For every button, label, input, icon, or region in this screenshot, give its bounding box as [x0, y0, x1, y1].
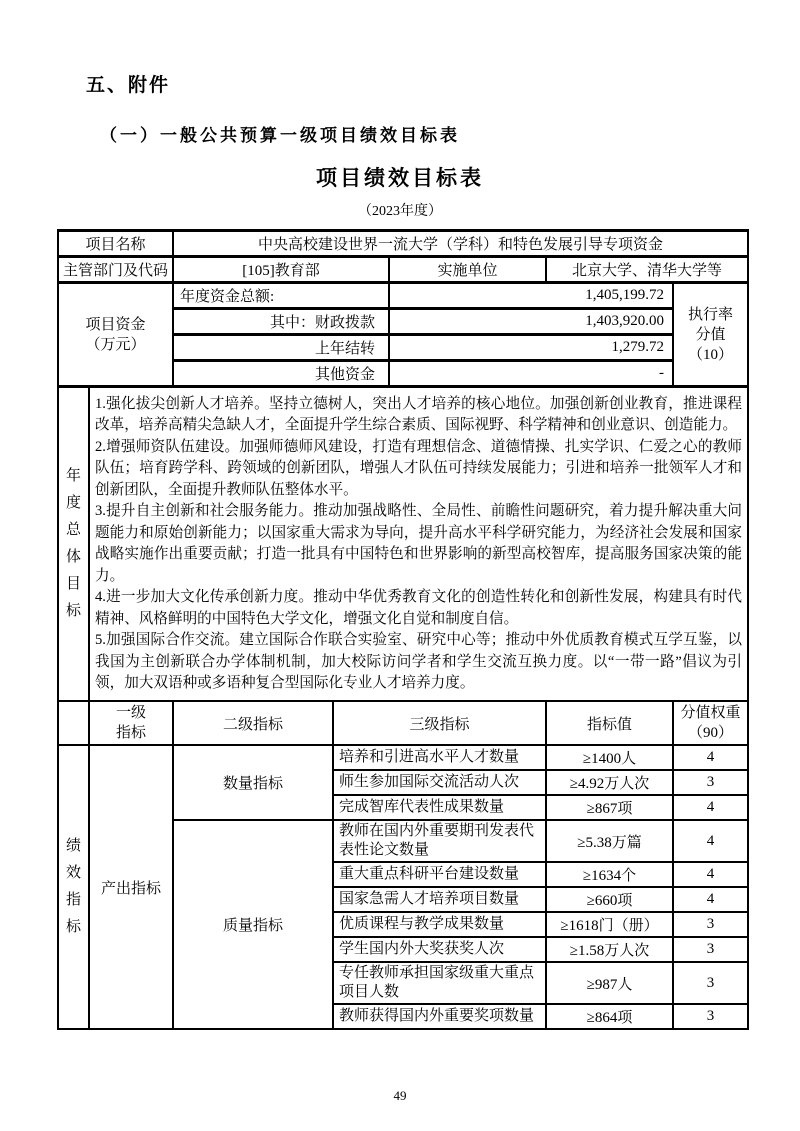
indicator-value: ≥5.38万篇	[546, 820, 673, 862]
indicator-weight: 4	[673, 795, 748, 820]
indicator-weight: 3	[673, 1004, 748, 1029]
funds-row-name: 其他资金	[173, 361, 389, 387]
indicator-value: ≥1634个	[546, 862, 673, 887]
indicator-tertiary: 师生参加国际交流活动人次	[333, 770, 546, 795]
target-paragraph: 3.提升自主创新和社会服务能力。推动加强战略性、全局性、前瞻性问题研究，着力提升解决重大问题能力和原始创新能力；以国家重大需求为导向，提升高水平科学研究能力，为经济社会发展和国家战略实施作出重要贡献；打造一批具有中国特色和世界影响的新型高校智库，提高服务国家决策的能力。	[95, 503, 743, 584]
indicator-header-level3: 三级指标	[333, 701, 546, 745]
indicator-primary: 产出指标	[89, 745, 173, 1029]
indicator-tertiary: 学生国内外大奖获奖人次	[333, 937, 546, 962]
indicator-value: ≥1.58万人次	[546, 937, 673, 962]
funds-label-line1: 项目资金	[85, 316, 146, 333]
target-paragraph: 2.增强师资队伍建设。加强师德师风建设，打造有理想信念、道德情操、扎实学识、仁爱之心的教师队伍；培育跨学科、跨领域的创新团队，增强人才队伍可持续发展能力；引进和培养一批领军人才和创新团队，全面提升教师队伍整体水平。	[95, 438, 743, 498]
funds-row-value: 1,279.72	[389, 335, 673, 361]
indicator-value: ≥4.92万人次	[546, 770, 673, 795]
impl-value: 北京大学、清华大学等	[546, 257, 748, 283]
indicator-value: ≥660项	[546, 887, 673, 912]
performance-target-table	[57, 229, 747, 1030]
funds-label-line2: （万元）	[85, 336, 146, 353]
dept-value: [105]教育部	[173, 257, 389, 283]
indicator-header-level1: 一级 指标	[89, 701, 173, 745]
indicator-tertiary: 国家急需人才培养项目数量	[333, 887, 546, 912]
project-table	[57, 229, 749, 1030]
table-subtitle: （2023年度）	[358, 204, 442, 219]
indicator-tertiary: 优质课程与教学成果数量	[333, 912, 546, 937]
indicator-secondary-quantity: 数量指标	[173, 745, 333, 820]
project-name-label: 项目名称	[58, 231, 173, 257]
annual-target-label: 年度总体目标	[58, 387, 89, 702]
exec-line1: 执行率	[688, 306, 734, 323]
indicator-header-value: 指标值	[546, 701, 673, 745]
impl-label: 实施单位	[389, 257, 546, 283]
sub-heading: （一）一般公共预算一级项目绩效目标表	[100, 126, 460, 145]
annual-target-content	[89, 387, 748, 702]
section-heading: 五、附件	[86, 75, 171, 96]
indicator-value: ≥1400人	[546, 745, 673, 770]
funds-label	[58, 283, 173, 387]
exec-line3: （10）	[688, 346, 734, 363]
project-name-value: 中央高校建设世界一流大学（学科）和特色发展引导专项资金	[173, 231, 748, 257]
indicator-tertiary: 完成智库代表性成果数量	[333, 795, 546, 820]
funds-row-name: 其中：财政拨款	[173, 309, 389, 335]
indicator-weight: 3	[673, 912, 748, 937]
indicator-weight: 4	[673, 745, 748, 770]
table-title: 项目绩效目标表	[316, 167, 484, 190]
indicator-tertiary: 教师获得国内外重要奖项数量	[333, 1004, 546, 1029]
indicator-row	[58, 745, 748, 770]
target-paragraph: 1.强化拔尖创新人才培养。坚持立德树人，突出人才培养的核心地位。加强创新创业教育，推进课程改革，培养高精尖急缺人才，全面提升学生综合素质、国际视野、科学精神和创业意识、创造能力。	[95, 395, 743, 433]
indicator-secondary-quality: 质量指标	[173, 820, 333, 1029]
funds-row-value: 1,405,199.72	[389, 283, 673, 309]
indicator-tertiary: 重大重点科研平台建设数量	[333, 862, 546, 887]
funds-row-value: 1,403,920.00	[389, 309, 673, 335]
indicator-header-level2: 二级指标	[173, 701, 333, 745]
indicator-header-spacer	[58, 701, 89, 745]
funds-row-value: -	[389, 361, 673, 387]
funds-row-name: 年度资金总额:	[173, 283, 389, 309]
indicator-weight: 3	[673, 770, 748, 795]
indicator-tertiary: 专任教师承担国家级重大重点项目人数	[333, 962, 546, 1004]
indicator-weight: 4	[673, 862, 748, 887]
indicator-weight: 3	[673, 962, 748, 1004]
indicator-category: 绩效指标	[58, 745, 89, 1029]
table-row	[58, 387, 748, 702]
funds-row-name: 上年结转	[173, 335, 389, 361]
dept-label: 主管部门及代码	[58, 257, 173, 283]
indicator-value: ≥867项	[546, 795, 673, 820]
exec-line2: 分值	[695, 326, 726, 343]
indicator-weight: 3	[673, 937, 748, 962]
target-paragraph: 4.进一步加大文化传承创新力度。推动中华优秀教育文化的创造性转化和创新性发展，构建具有时代精神、风格鲜明的中国特色大学文化，增强文化自觉和制度自信。	[95, 589, 743, 627]
indicator-weight: 4	[673, 887, 748, 912]
indicator-value: ≥864项	[546, 1004, 673, 1029]
page-number: 49	[393, 1088, 407, 1103]
indicator-value: ≥1618门（册）	[546, 912, 673, 937]
target-paragraph: 5.加强国际合作交流。建立国际合作联合实验室、研究中心等；推动中外优质教育模式互学互鉴，以我国为主创新联合办学体制机制，加大校际访问学者和学生交流互换力度。以“一带一路”倡议为引领，加大双语种或多语种复合型国际化专业人才培养力度。	[95, 632, 743, 691]
indicator-tertiary: 教师在国内外重要期刊发表代表性论文数量	[333, 820, 546, 862]
indicator-header-row	[58, 701, 748, 745]
table-row	[58, 283, 748, 309]
execution-rate-score	[673, 283, 748, 387]
table-row	[58, 257, 748, 283]
indicator-weight: 4	[673, 820, 748, 862]
indicator-value: ≥987人	[546, 962, 673, 1004]
indicator-tertiary: 培养和引进高水平人才数量	[333, 745, 546, 770]
indicator-header-weight: 分值权重 （90）	[673, 701, 748, 745]
table-row	[58, 231, 748, 257]
